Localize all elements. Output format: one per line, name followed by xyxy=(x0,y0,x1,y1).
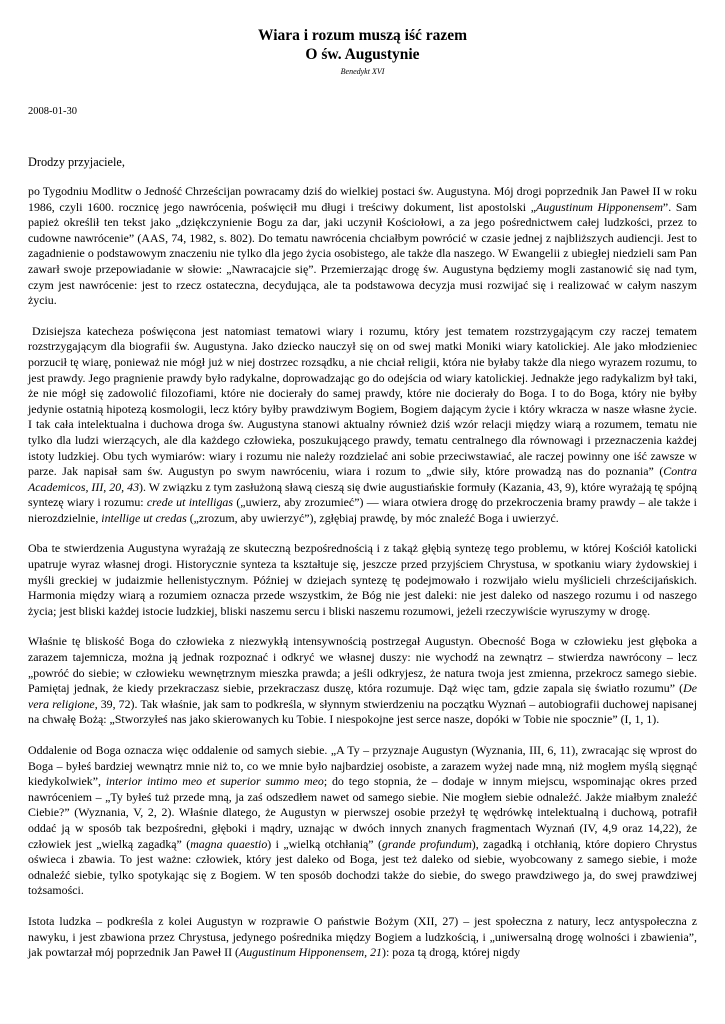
paragraph-text: ): poza tą drogą, której nigdy xyxy=(382,945,521,960)
paragraph-text: ), zagadką i otchłanią, które dopiero Chrystus oświeca i zbawia. To jest ważne: człowiek, który jest daleko od Boga, jest też daleko od siebie, wyobcowany z samego siebie, i może odnaleźć siebie, tylko spotykając się z Bogiem. W ten sposób dochodzi także do siebie, do swego prawdziwego ja, do swej prawdziwej tożsamości. xyxy=(28,836,697,898)
italic-citation: intellige ut credas xyxy=(101,510,187,525)
paragraph-text: ). W związku z tym zasłużoną sławą cieszą się dwie augustiańskie formuły (Kazania, 43, 9), które wyrażają tę spójną syntezę wiary i rozumu: xyxy=(28,479,697,510)
paragraph-text: Oddalenie od Boga oznacza więc oddalenie od samych siebie. „A Ty – przyznaje Augustyn (Wyznania, III, 6, 11), zwracając się wprost do Boga – byłeś bardziej wewnątrz mnie niż to, co we mnie było najbardziej osobiste, a zarazem wyżej nade mną, niż mogłem myślą sięgnąć kiedykolwiek”, xyxy=(28,743,697,789)
italic-citation: magna quaestio xyxy=(190,836,268,851)
author-name: Benedykt XVI xyxy=(340,67,385,76)
paragraph-text: Dzisiejsza katecheza poświęcona jest natomiast tematowi wiary i rozumu, który jest tematem rozstrzygającym czy raczej tematem rozstrzygającym dla biografii św. Augustyna. Jako dziecko nauczył się on od swej matki Moniki wiary katolickiej. Ale jako młodzieniec porzucił tę wiarę, ponieważ nie mógł już w niej dostrzec rozsądku, a nie chciał religii, która nie byłaby także dla niego wyrazem rozumu, to jest prawdy. Jego pragnienie prawdy było radykalne, doprowadzając go do odejścia od wiary katolickiej. Jednakże jego radykalizm był taki, że nie mógł się zadowolić filozofiami, które nie docierały do samej prawdy, które nie docierały do Boga. I to do Boga, który nie byłby jedynie ostatnią hipotezą kosmologii, lecz który byłby prawdziwym Bogiem, Bogiem dającym życie i który wkracza w nasze własne życie. I tak cała intelektualna i duchowa droga św. Augustyna stanowi aktualny również dziś wzór relacji między wiarą a rozumem, tematu nie tylko dla ludzi wierzących, ale dla każdego człowieka, poszukującego prawdy, tematu centralnego dla równowagi i przeznaczenia każdej istoty ludzkiej. Obu tych wymiarów: wiary i rozumu nie należy rozdzielać ani sobie przeciwstawiać, ale raczej powinny one iść zawsze w parze. Jak napisał sam św. Augustyn po swym nawróceniu, wiara i rozum to „dwie siły, które prowadzą nas do poznania” ( xyxy=(28,323,697,479)
paragraph-6 xyxy=(28,914,697,961)
paragraph-text: ; do tego stopnia, że – dodaje w innym miejscu, wspominając okres przed nawróceniem – „Ty byłeś tuż przede mną, ja zaś odszedłem nawet od samego siebie. Nie mogłem siebie odnaleźć. Jakże miałbym znaleźć Ciebie?” (Wyznania, V, 2, 2). Właśnie dlatego, że Augustyn w pierwszej osobie przeżył tę wędrówkę intelektualną i duchową, potrafił oddać ją w sposób tak bezpośredni, głęboki i mądry, uznając w dwóch innych znanych fragmentach Wyznań (IV, 4,9 oraz 14,22), że człowiek jest „wielką zagadką” ( xyxy=(28,774,697,851)
paragraph-text: Oba te stwierdzenia Augustyna wyrażają ze skuteczną bezpośrednością i z takąż głębią syntezę tego problemu, w której Kościół katolicki upatruje wyraz własnej drogi. Historycznie synteza ta kształtuje się, jeszcze przed przyjściem Chrystusa, w spotkaniu wiary żydowskiej i myśli greckiej w judaizmie hellenistycznym. Później w dziejach syntezę tę podejmowało i rozwijało wielu myślicieli chrześcijańskich. Harmonia między wiarą a rozumiem oznacza przede wszystkim, że Bóg nie jest daleki: nie jest daleko od naszego rozumu i od naszego życia; jest bliski każdej istocie ludzkiej, bliski naszemu sercu i bliski naszemu rozumowi, jeżeli rzeczywiście wyruszymy w drogę. xyxy=(28,541,697,618)
paragraph-text: po Tygodniu Modlitw o Jedność Chrześcijan powracamy dziś do wielkiej postaci św. Augustyna. Mój drogi poprzednik Jan Paweł II w roku 1986, czyli 1600. rocznicę jego nawrócenia, poświęcił mu długi i treściwy dokument, list apostolski „ xyxy=(28,184,697,214)
italic-citation: Contra Academicos, III, 20, 43 xyxy=(28,464,697,494)
paragraph-text: ) i „wielką otchłanią” ( xyxy=(267,836,382,851)
paragraph-text: , 39, 72). Tak właśnie, jak sam to podkreśla, w słynnym stwierdzeniu na początku Wyznań – autobiografii duchowej napisanej na chwałę Bożą: „Stworzyłeś nas jako skierowanych ku Tobie. I niespokojne jest serce nasze, dopóki w Tobie nie spocznie” (I, 1, 1). xyxy=(28,696,697,727)
paragraph-3 xyxy=(28,541,697,619)
paragraph-text: Właśnie tę bliskość Boga do człowieka z niezwykłą intensywnością postrzegał Augustyn. Obecność Boga w człowieku jest głęboka a zarazem tajemnicza, można ją jednak rozpoznać i odkryć we własnej duszy: nie wychodź na zewnątrz – stwierdza nawrócony – lecz „powróć do siebie; w człowieku wewnętrznym mieszka prawda; a jeśli odkryjesz, że natura twoja jest zmienna, przekrocz samego siebie. Pamiętaj jednak, że kiedy przekraczasz siebie, przekraczasz duszę, która rozumuje. Dąż więc tam, gdzie zapala się światło rozumu” ( xyxy=(28,634,697,696)
document-title xyxy=(28,26,697,64)
italic-citation: Augustinum Hipponensem xyxy=(536,199,663,214)
italic-citation: De vera religione xyxy=(28,681,697,711)
paragraph-1 xyxy=(28,184,697,309)
paragraph-text: ”. Sam papież określił ten tekst jako „dziękczynienie Bogu za dar, jaki uczynił Kościołowi, a za jego pośrednictwem całej ludzkości, przez to cudowne nawrócenie” (AAS, 74, 1982, s. 802). Do tematu nawrócenia chciałbym powrócić w czasie jednej z najbliższych audiencji. Jest to zagadnienie o podstawowym znaczeniu nie tylko dla jego życia osobistego, ale także dla naszego. W Ewangelii z ubiegłej niedzieli sam Pan zawarł swoje przepowiadanie w słowie: „Nawracajcie się”. Przemierzając drogę św. Augustyna będziemy mogli zastanowić się nad tym, czym jest nawrócenie: jest to rzecz ostateczna, decydująca, ale ta podstawowa decyzja musi rozwijać się i realizować w całym naszym życiu. xyxy=(28,199,697,308)
italic-citation: Augustinum Hipponensem, 21 xyxy=(239,945,383,960)
paragraph-5 xyxy=(28,743,697,899)
italic-citation: crede ut intelligas xyxy=(146,495,234,510)
title-line-1: Wiara i rozum muszą iść razem xyxy=(257,27,468,44)
italic-citation: interior intimo meo et superior summo meo xyxy=(105,774,324,789)
document-date: 2008-01-30 xyxy=(28,106,77,117)
paragraph-4 xyxy=(28,634,697,728)
greeting: Drodzy przyjaciele, xyxy=(28,155,125,169)
paragraph-text: („uwierz, aby zrozumieć”) — wiara otwiera drogę do przekroczenia bramy prawdy – ale także i nierozdzielnie, xyxy=(28,495,697,525)
title-line-2: O św. Augustynie xyxy=(305,46,420,63)
italic-citation: grande profundum xyxy=(381,836,472,851)
paragraph-text: Istota ludzka – podkreśla z kolei Augustyn w rozprawie O państwie Bożym (XII, 27) – jest społeczna z natury, lecz antyspołeczna z nawyku, i jest zbawiona przez Chrystusa, jedynego pośrednika między Bogiem a ludzkością, i „uniwersalną drogę wolności i zbawienia”, jak powtarzał mój poprzednik Jan Paweł II ( xyxy=(28,913,697,960)
paragraph-2 xyxy=(28,324,697,527)
paragraph-text: („zrozum, aby uwierzyć”), zgłębiaj prawdę, by móc znaleźć Boga i uwierzyć. xyxy=(186,510,559,525)
